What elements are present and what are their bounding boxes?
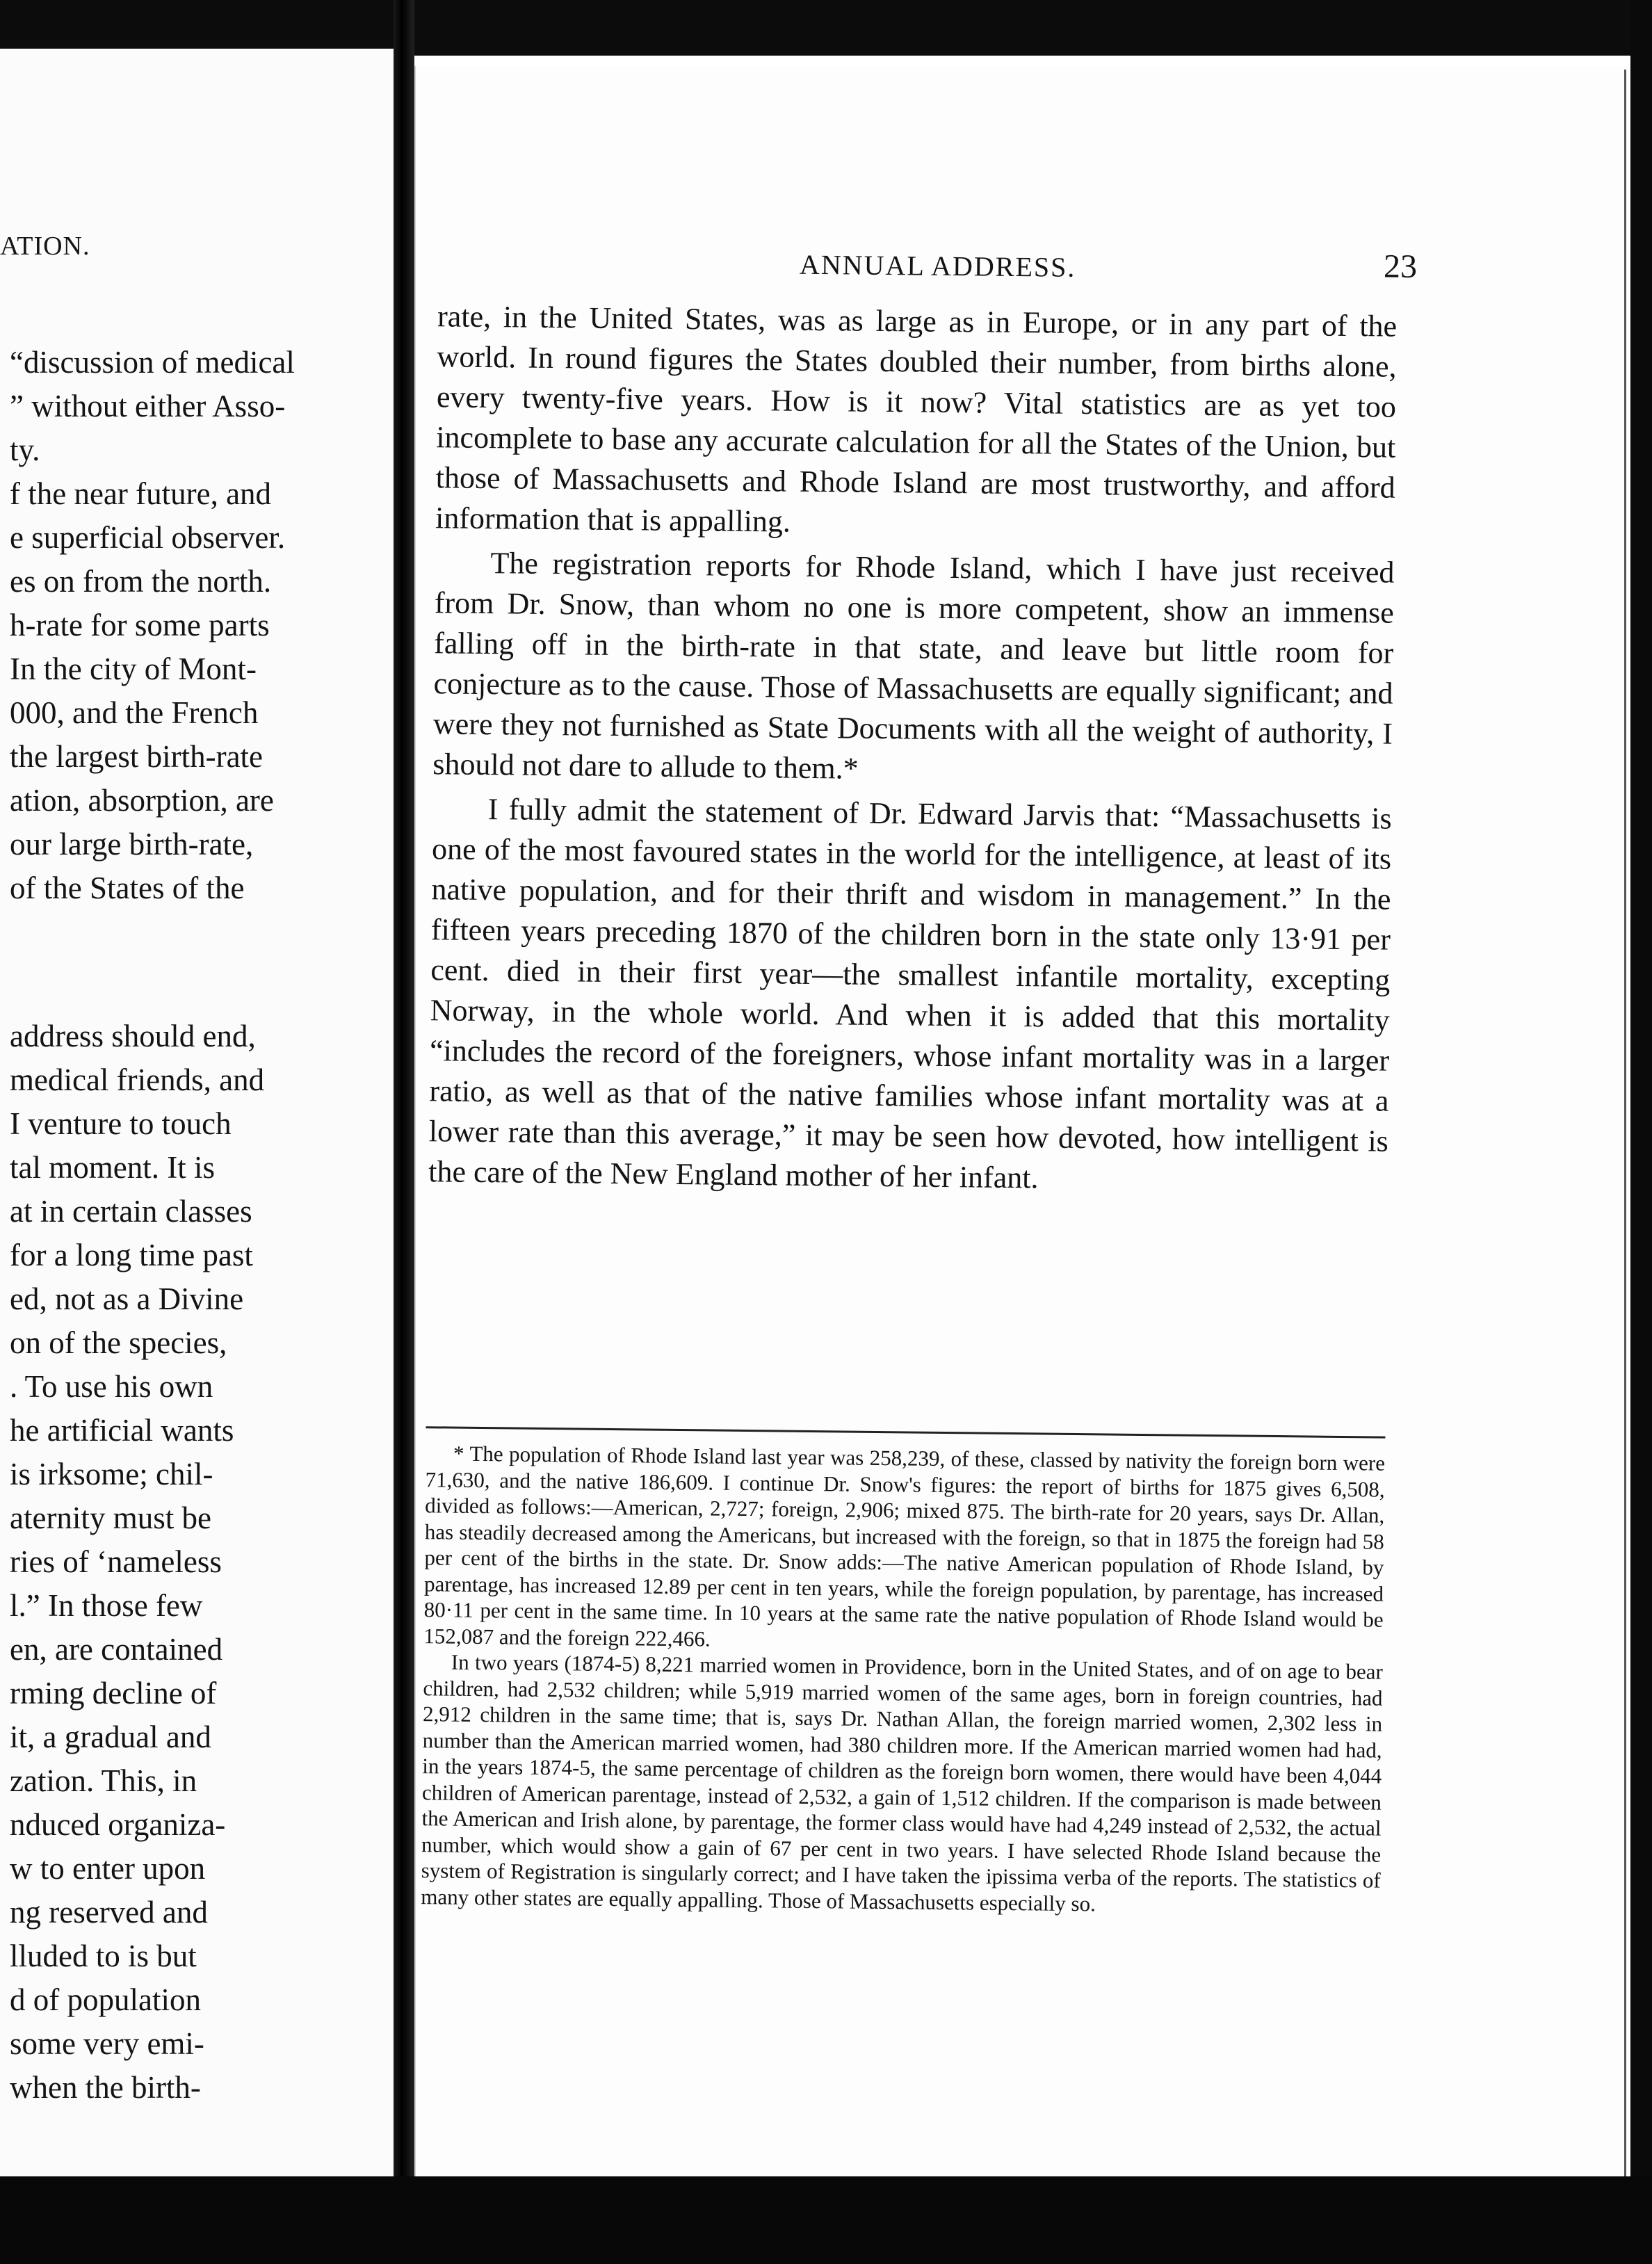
page-number: 23 [1383,248,1418,286]
left-page-line: some very emi- [10,2026,204,2061]
footnote-paragraph: * The population of Rhode Island last year was 258,239, of these, classed by nativity the foreign born were 71,630, and the native 186,609. I continue Dr. Snow's figures: the report of births for 1875 gives 6,508, divided as follows:—American, 2,727; foreign, 2,906; mixed 875. The birth-rate for 20 years, says Dr. Allan, has steadily decreased among the Americans, but increased with the foreign, so that in 1875 the foreign had 58 per cent of the births in the state. Dr. Snow adds:—The native American population of Rhode Island, by parentage, has increased 12.89 per cent in ten years, while the foreign population, by parentage, has increased 80·11 per cent in the same time. In 10 years at the same rate the native population of Rhode Island would be 152,087 and the foreign 222,466. [423,1441,1386,1651]
left-page-line: ” without either Asso- [10,389,286,423]
left-page-line: medical friends, and [10,1062,265,1097]
running-head: ANNUAL ADDRESS. [799,248,1076,283]
left-page-line: ation, absorption, are [10,783,274,818]
page-content [404,60,1608,2186]
page-edge-line [1624,70,1626,2176]
paragraph: rate, in the United States, was as large as in Europe, or in any part of the world. In round figures the States doubled their number, from births alone, every twenty-five years. How is it now? Vital statistics are as yet too incomplete to base any accurate calculation for all the States of the Union, but those of Massachusetts and Rhode Island are most trustworthy, and afford information that is appalling. [435,299,1398,539]
left-running-head: ATION. [0,232,90,261]
left-page-line: I venture to touch [10,1106,232,1141]
left-page-line: ries of ‘nameless [10,1544,222,1579]
paragraph: The registration reports for Rhode Island, which I have just received from Dr. Snow, than whom no one is more competent, show an immense falling off in the birth-rate in that state, and leave but little room for conjecture as to the cause. Those of Massachusetts are equally significant; and were they not furnished as State Documents with all the weight of authority, I should not dare to allude to them.* [432,546,1395,786]
left-page-line: the largest birth-rate [10,739,264,774]
left-page-line: of the States of the [10,871,245,905]
left-page-line: it, a gradual and [10,1720,211,1754]
left-page-line [10,910,394,1014]
body-text [428,296,1397,1202]
left-page [0,49,394,2183]
left-page-line: he artificial wants [10,1413,234,1448]
left-page-line: . To use his own [10,1369,213,1404]
left-page-line: address should end, [10,1019,256,1053]
left-page-line: d of population [10,1982,201,2017]
left-page-line: for a long time past [10,1238,253,1272]
left-page-line: In the city of Mont- [10,652,257,686]
left-page-line: zation. This, in [10,1763,197,1798]
left-page-line: en, are contained [10,1632,223,1667]
left-page-line: “discussion of medical [10,345,295,380]
footnote-rule [426,1426,1385,1438]
left-page-line: when the birth- [10,2070,201,2105]
left-page-line: e superficial observer. [10,520,286,555]
scanner-bed-right [1630,0,1652,2264]
left-page-line: ty. [10,432,40,467]
left-page-line: aternity must be [10,1501,211,1535]
left-page-line: l.” In those few [10,1588,203,1623]
left-page-line: at in certain classes [10,1194,252,1229]
left-page-lines [10,341,394,2110]
left-page-line: h-rate for some parts [10,608,270,642]
left-page-line: ed, not as a Divine [10,1281,244,1316]
left-page-line: is irksome; chil- [10,1457,213,1491]
scanner-bed-bottom [0,2176,1652,2264]
left-page-line: lluded to is but [10,1939,197,1973]
left-page-line: ng reserved and [10,1895,208,1930]
left-page-line: rming decline of [10,1676,217,1711]
left-page-line: on of the species, [10,1325,227,1360]
left-page-line: w to enter upon [10,1851,206,1886]
left-page-line: our large birth-rate, [10,827,254,862]
left-page-line: tal moment. It is [10,1150,215,1185]
left-page-line: f the near future, and [10,476,272,511]
left-page-line: es on from the north. [10,564,272,599]
left-page-line: 000, and the French [10,695,259,730]
scanner-bed-top [0,0,1652,56]
footnote-paragraph: In two years (1874-5) 8,221 married women in Providence, born in the United States, and of on age to bear children, had 2,532 children; while 5,919 married women of the same ages, born in foreign countries, had 2,912 children in the same time; that is, says Dr. Nathan Allan, the foreign married women, 2,302 less in number than the American married women, had 380 children more. If the American married women had had, in the years 1874-5, the same percentage of children as the foreign born women, there would have been 4,044 children of American parentage, instead of 2,532, a gain of 1,512 children. If the comparison is made between the American and Irish alone, by parentage, the former class would have had 4,249 instead of 2,532, the actual number, which would show a gain of 67 per cent in two years. I have selected Rhode Island because the system of Registration is singularly correct; and I have taken the ipissima verba of the reports. The statistics of many other states are equally appalling. Those of Massachusetts especially so. [421,1649,1384,1916]
paragraph: I fully admit the statement of Dr. Edward Jarvis that: “Massachusetts is one of the most favoured states in the world for the intelligence, at least of its native population, and for their thrift and wisdom in management.” In the fifteen years preceding 1870 of the children born in the state only 13·91 per cent. died in their first year—the smallest infantile mortality, excepting Norway, in the whole world. And when it is added that this mortality “includes the record of the foreigners, whose infant mortality was in a larger ratio, as well as that of the native families whose infant mortality was at a lower rate than this average,” it may be seen how devoted, how intelligent is the care of the New England mother of her infant. [428,792,1392,1195]
left-page-line: nduced organiza- [10,1807,226,1842]
right-page [414,66,1630,2183]
footnote [421,1440,1385,1919]
